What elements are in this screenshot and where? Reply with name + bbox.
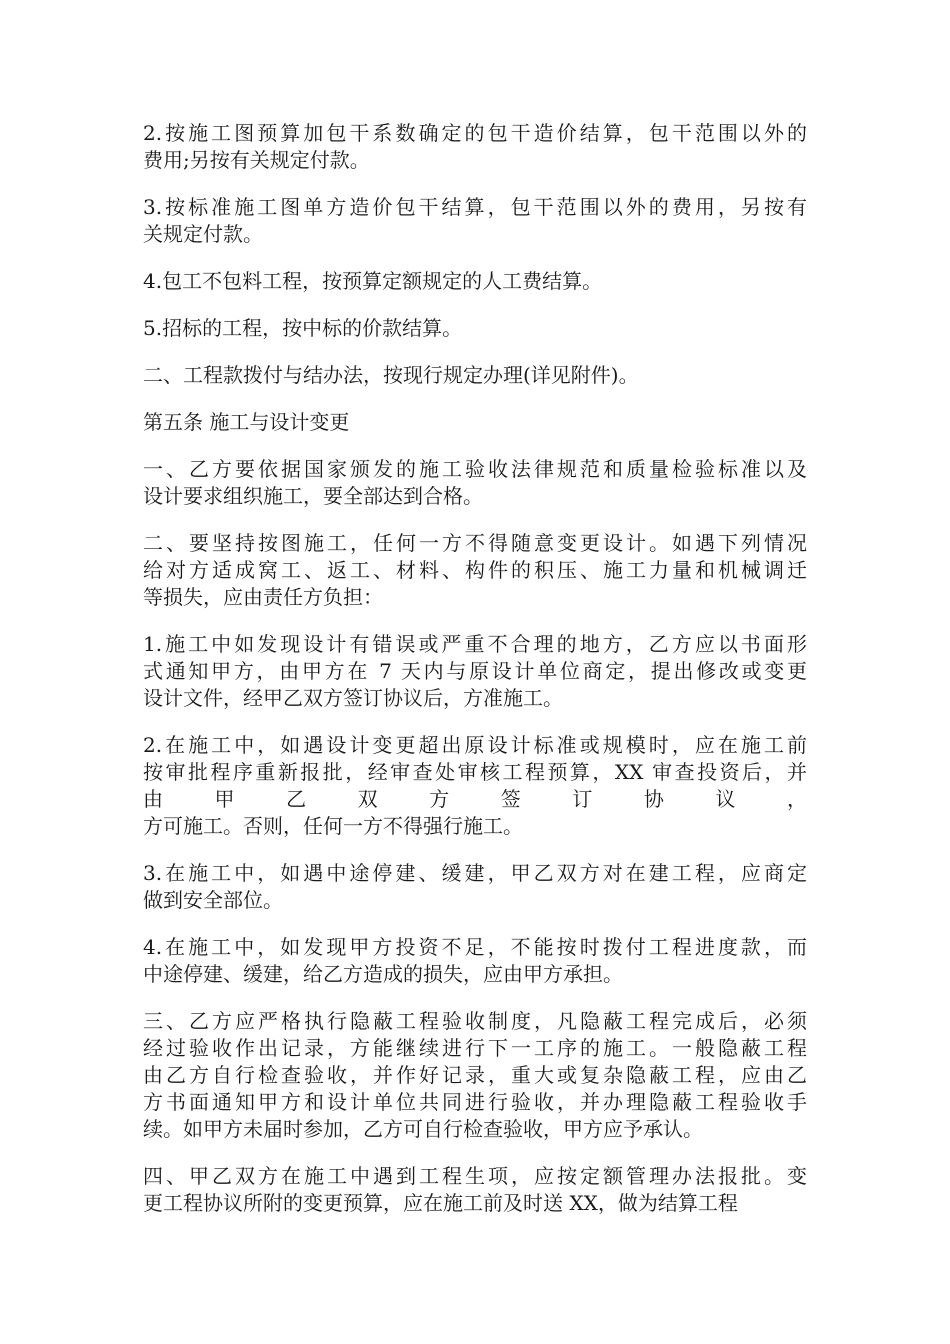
text-line: 续。如甲方未届时参加，乙方可自行检查验收，甲方应予承认。 [143,1117,703,1141]
paragraph [143,934,807,988]
text-line: 4.在施工中，如发现甲方投资不足，不能按时拨付工程进度款，而 [143,935,807,959]
text-line: 关规定付款。 [143,222,263,246]
paragraph [143,860,807,914]
text-line: 由乙方自行检查验收，并作好记录，重大或复杂隐蔽工程，应由乙 [143,1063,807,1087]
text-line: 由甲乙双方签订协议， [143,787,807,811]
paragraph [143,268,807,295]
paragraph [143,456,807,510]
text-line: 四、甲乙双方在施工中遇到工程生项，应按定额管理办法报批。变 [143,1164,807,1188]
paragraph [143,631,807,712]
paragraph [143,530,807,611]
text-line: 式通知甲方，由甲方在 7 天内与原设计单位商定，提出修改或变更 [143,659,807,683]
text-line: 1.施工中如发现设计有错误或严重不合理的地方，乙方应以书面形 [143,632,807,656]
text-line: 给对方适成窝工、返工、材料、构件的积压、施工力量和机械调迁 [143,558,807,582]
text-line: 设计要求组织施工，要全部达到合格。 [143,484,483,508]
text-line: 4.包工不包料工程，按预算定额规定的人工费结算。 [143,269,603,293]
paragraph [143,1163,807,1217]
text-line: 第五条 施工与设计变更 [143,410,350,434]
text-line: 2.按施工图预算加包干系数确定的包干造价结算，包干范围以外的 [143,121,807,145]
text-line: 5.招标的工程，按中标的价款结算。 [143,316,463,340]
paragraph [143,409,807,436]
paragraph [143,120,807,174]
paragraph [143,194,807,248]
text-line: 等损失，应由责任方负担： [143,585,383,609]
text-line: 二、工程款拨付与结办法，按现行规定办理(详见附件)。 [143,363,639,387]
text-line: 方可施工。否则，任何一方不得强行施工。 [143,814,523,838]
text-line: 做到安全部位。 [143,888,283,912]
text-line: 方书面通知甲方和设计单位共同进行验收，并办理隐蔽工程验收手 [143,1090,807,1114]
text-line: 三、乙方应严格执行隐蔽工程验收制度，凡隐蔽工程完成后，必须 [143,1009,807,1033]
text-line: 2.在施工中，如遇设计变更超出原设计标准或规模时，应在施工前 [143,733,807,757]
paragraph [143,315,807,342]
document-page [143,120,807,1237]
paragraph [143,1008,807,1143]
text-line: 中途停建、缓建，给乙方造成的损失，应由甲方承担。 [143,962,623,986]
text-line: 设计文件，经甲乙双方签订协议后，方准施工。 [143,686,563,710]
text-line: 更工程协议所附的变更预算，应在施工前及时送 XX，做为结算工程 [143,1191,738,1215]
text-line: 二、要坚持按图施工，任何一方不得随意变更设计。如遇下列情况 [143,531,807,555]
text-line: 3.在施工中，如遇中途停建、缓建，甲乙双方对在建工程，应商定 [143,861,807,885]
text-line: 3.按标准施工图单方造价包干结算，包干范围以外的费用，另按有 [143,195,807,219]
text-line: 费用;另按有关规定付款。 [143,148,370,172]
text-line: 经过验收作出记录，方能继续进行下一工序的施工。一般隐蔽工程 [143,1036,807,1060]
paragraph [143,362,807,389]
text-line: 按审批程序重新报批，经审查处审核工程预算，XX 审查投资后，并 [143,760,807,784]
text-line: 一、乙方要依据国家颁发的施工验收法律规范和质量检验标准以及 [143,457,807,481]
paragraph [143,732,807,840]
